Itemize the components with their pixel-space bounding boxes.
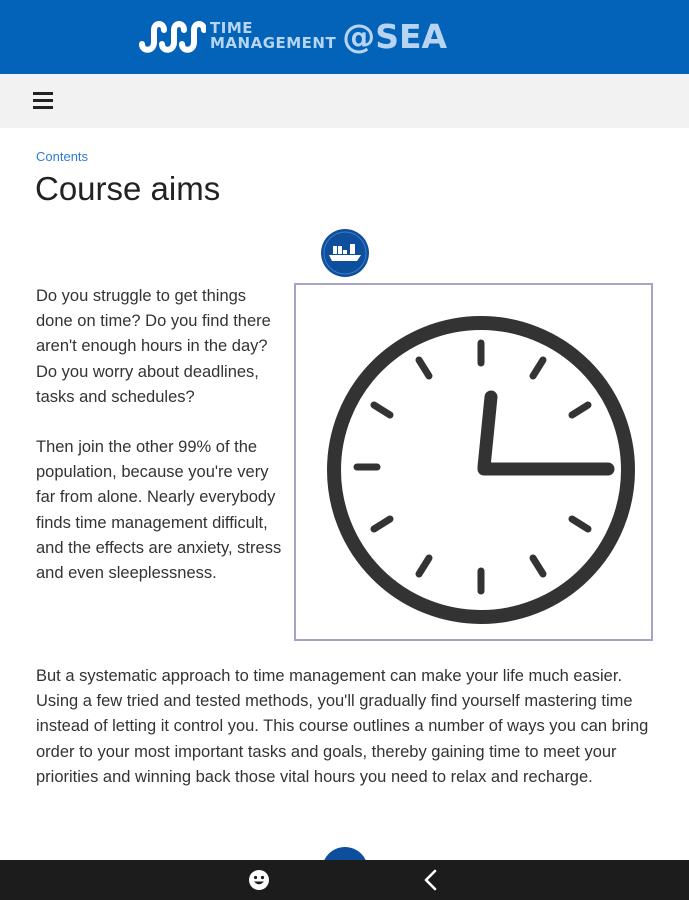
logo-waves-icon — [138, 18, 206, 54]
ship-icon — [321, 229, 369, 277]
paragraph-intro-question: Do you struggle to get things done on time? Do you find there aren't enough hours in the day? Do you worry about deadlines, tasks and schedules? — [36, 287, 271, 406]
hamburger-bar — [33, 106, 53, 109]
clock-image-frame — [294, 283, 653, 641]
breadcrumb-contents-link[interactable]: Contents — [36, 149, 89, 164]
hamburger-menu-icon[interactable] — [33, 92, 53, 109]
hamburger-bar — [33, 99, 53, 102]
home-smiley-icon[interactable] — [247, 868, 271, 892]
system-nav-bar — [0, 860, 689, 900]
logo-line-time: TIME — [210, 19, 253, 37]
ship-icon — [322, 846, 368, 860]
app-header — [0, 0, 689, 74]
menu-bar — [0, 74, 689, 128]
paragraph-population: Then join the other 99% of the population, because you're very far from alone. Nearly everybody finds time management difficult, and the effects are anxiety, stress and even sleeplessness. — [36, 438, 282, 583]
logo-at-sea: @SEA — [342, 16, 448, 56]
logo-wordmark — [210, 21, 336, 51]
clock-icon — [296, 285, 651, 639]
app-logo — [138, 14, 447, 58]
logo-line-management: MANAGEMENT — [210, 34, 337, 52]
page-title: Course aims — [35, 170, 221, 207]
paragraph-systematic-approach: But a systematic approach to time management can make your life much easier. Using a few tried and tested methods, you'll gradually find yourself mastering time instead of letting it control you. This course outlines a number of ways you can bring order to your most important tasks and goals, thereby gaining time to meet your priorities and winning back those vital hours you need to relax and recharge. — [36, 667, 649, 786]
intro-text-column — [36, 284, 286, 611]
back-chevron-icon[interactable] — [419, 868, 443, 892]
hamburger-bar — [33, 92, 53, 95]
